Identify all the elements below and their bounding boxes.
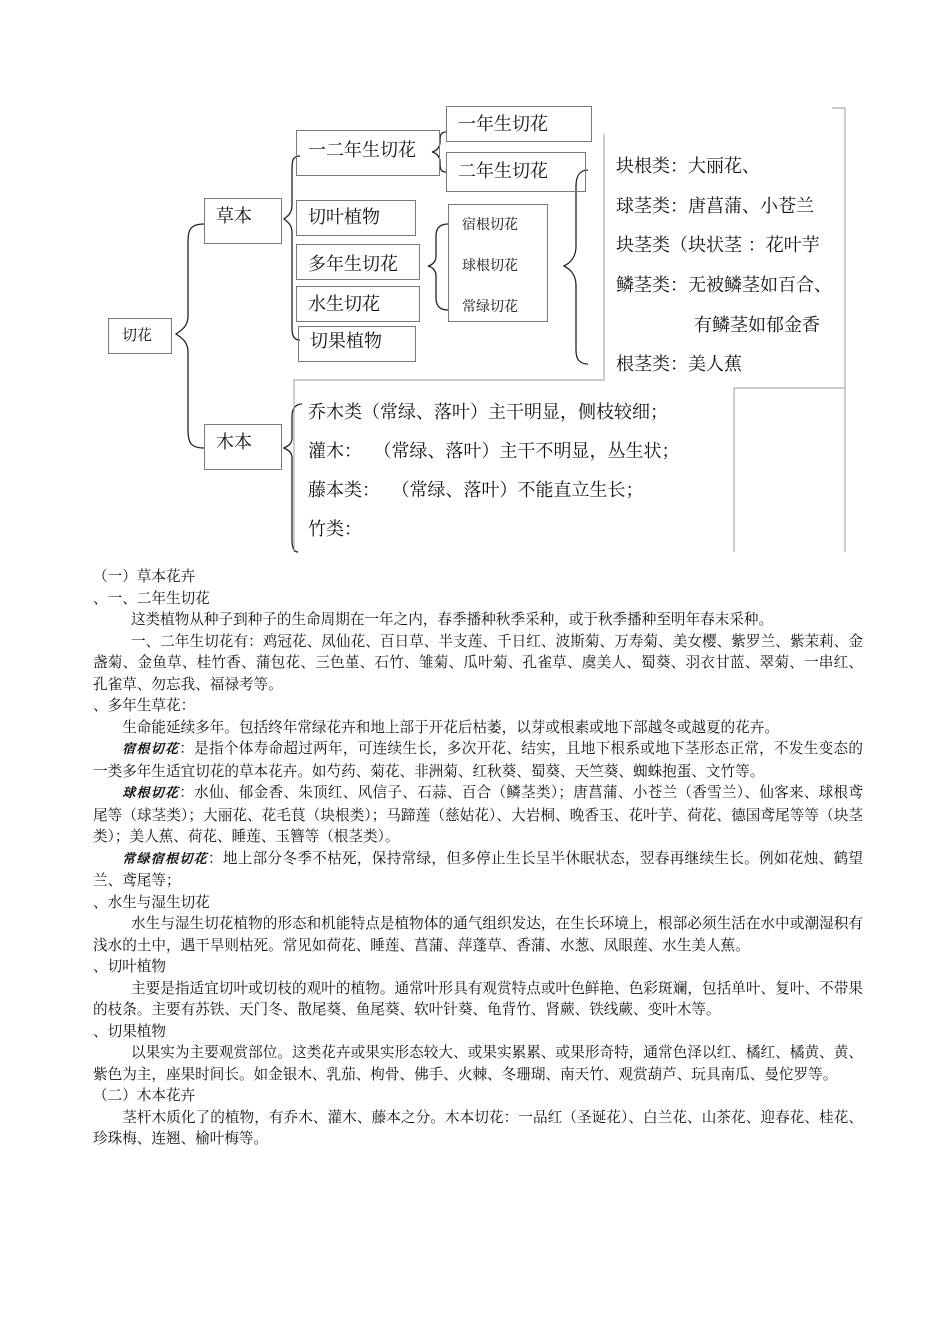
subsection-heading: 、水生与湿生切花	[93, 893, 210, 911]
paragraph: 主要是指适宜切叶或切枝的观叶的植物。通常叶形具有观赏特点或叶色鲜艳、色彩斑斓，包括单叶、复叶、不带果的枝条。主要有苏铁、天门冬、散尾葵、鱼尾葵、软叶针葵、龟背竹、肾蕨、铁线蕨、变叶木等。	[93, 979, 863, 1018]
cut-fruit-label: 切果植物	[310, 331, 382, 352]
bulb-type-item: 鳞茎类：无被鳞茎如百合、	[616, 275, 832, 296]
aquatic-label: 水生切花	[308, 294, 380, 315]
perennial-label: 多年生切花	[308, 254, 398, 275]
section-heading: （一）草本花卉	[93, 568, 196, 585]
document-body	[93, 566, 863, 1150]
bulb-type-item: 有鳞茎如郁金香	[694, 315, 820, 336]
section-heading: （二）木本花卉	[93, 1087, 196, 1104]
bulb-type-item: 块根类：大丽花、	[616, 156, 760, 177]
term-label: 球根切花	[122, 786, 180, 801]
paragraph: 水生与湿生切花植物的形态和机能特点是植物体的通气组织发达，在生长环境上，根部必须生活在水中或潮湿积有浅水的土中，遇干旱则枯死。常见如荷花、睡莲、菖蒲、萍蓬草、香蒲、水葱、凤眼莲、水生美人蕉。	[93, 915, 863, 954]
annual-biennial-label: 一二年生切花	[308, 140, 416, 161]
brace-root	[176, 224, 204, 448]
woody-type-item: 藤本类： （常绿、落叶）不能直立生长；	[308, 480, 644, 501]
perennial-sub-item: 宿根切花	[462, 217, 518, 233]
perennial-sub-item: 球根切花	[462, 258, 518, 274]
paragraph-evergreen	[93, 848, 863, 892]
perennial-sub-item: 常绿切花	[462, 299, 518, 315]
bulb-type-item: 块茎类（块状茎 ：花叶芋	[616, 235, 820, 256]
term-text: ：水仙、郁金香、朱顶红、风信子、石蒜、百合（鳞茎类）；唐菖蒲、小苍兰（香雪兰）、仙客来、球根鸢尾等（球茎类）；大丽花、花毛茛（块根类）；马蹄莲（慈姑花）、大岩桐、晚香玉、花叶芋、荷花、德国鸢尾等等（块茎类）；美人蕉、荷花、睡莲、玉簪等（根茎类）。	[93, 784, 863, 845]
paragraph: 茎杆木质化了的植物，有乔木、灌木、藤本之分。木本切花：一品红（圣诞花）、白兰花、山茶花、迎春花、桂花、珍珠梅、连翘、榆叶梅等。	[93, 1108, 863, 1147]
paragraph-bulb	[93, 782, 863, 848]
term-label: 宿根切花	[122, 742, 180, 757]
subsection-heading: 、切果植物	[93, 1022, 166, 1040]
paragraph: 这类植物从种子到种子的生命周期在一年之内，春季播种秋季采种，或于秋季播种至明年春末采种。	[130, 611, 774, 628]
paragraph: 以果实为主要观赏部位。这类花卉或果实形态较大、或果实累累、或果形奇特，通常色泽以红、橘红、橘黄、黄、紫色为主，座果时间长。如金银木、乳茄、枸骨、佛手、火棘、冬珊瑚、南天竹、观赏葫芦、玩具南瓜、曼佗罗等。	[93, 1044, 863, 1083]
subsection-heading: 、切叶植物	[93, 958, 166, 975]
paragraph: 生命能延续多年。包括终年常绿花卉和地上部于开花后枯萎，以芽或根素或地下部越冬或越夏的花卉。	[122, 718, 779, 736]
woody-type-item: 乔木类（常绿、落叶）主干明显，侧枝较细；	[308, 402, 668, 423]
subsection-heading: 、一、二年生切花	[93, 589, 210, 607]
term-text: ：是指个体寿命超过两年，可连续生长，多次开花、结实，且地下根系或地下茎形态正常，不发生变态的一类多年生适宜切花的草本花卉。如芍药、菊花、非洲菊、红秋葵、蜀葵、天竺葵、蜘蛛抱蛋、文竹等。	[93, 740, 863, 780]
brace-perennial	[428, 224, 448, 310]
woody-type-item: 竹类：	[308, 519, 362, 540]
bulb-type-item: 根茎类：美人蕉	[616, 354, 742, 375]
paragraph: 一、二年生切花有：鸡冠花、凤仙花、百日草、半支莲、千日红、波斯菊、万寿菊、美女樱、紫罗兰、紫茉莉、金盏菊、金鱼草、桂竹香、蒲包花、三色堇、石竹、雏菊、瓜叶菊、孔雀草、虞美人、蜀葵、羽衣甘蓝、翠菊、一串红、孔雀草、勿忘我、福禄考等。	[93, 632, 863, 693]
brace-wood	[284, 404, 302, 552]
term-text: ：地上部分冬季不枯死，保持常绿，但多停止生长呈半休眠状态，翌春再继续生长。例如花烛、鹤望兰、鸢尾等；	[93, 849, 863, 889]
wood-label: 木本	[216, 432, 252, 453]
bulb-type-item: 球茎类：唐菖蒲、小苍兰	[616, 196, 814, 217]
root-label: 切花	[122, 326, 153, 344]
biennial-label: 二年生切花	[458, 161, 548, 182]
brace-bulb	[564, 170, 588, 364]
cut-leaf-label: 切叶植物	[308, 207, 380, 228]
herb-label: 草本	[216, 206, 252, 227]
bottom-right-box	[734, 388, 845, 552]
annual-label: 一年生切花	[458, 114, 548, 135]
woody-type-item: 灌木： （常绿、落叶）主干不明显，丛生状；	[308, 441, 680, 462]
subsection-heading: 、多年生草花：	[93, 697, 196, 714]
classification-diagram	[0, 0, 950, 560]
paragraph-perennial-root	[93, 738, 863, 782]
term-label: 常绿宿根切花	[122, 851, 208, 867]
